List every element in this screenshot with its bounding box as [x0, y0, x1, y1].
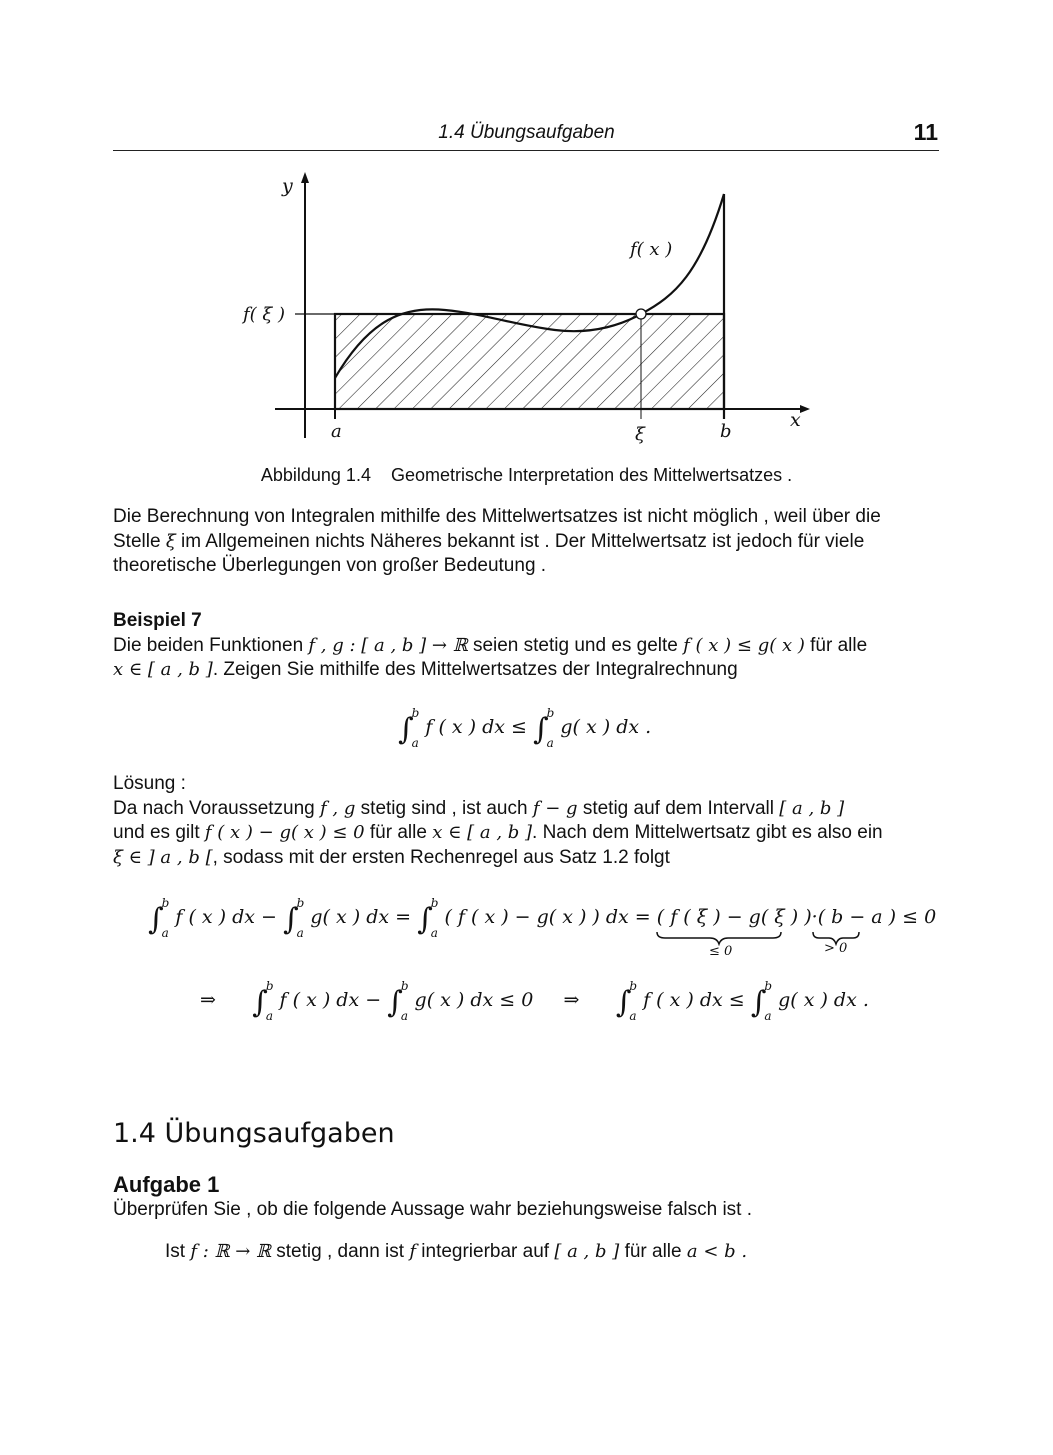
upper-limit: b — [546, 706, 555, 720]
curve-label: f( x ) — [630, 239, 673, 260]
intro-line-2 — [113, 530, 939, 555]
caption-text: Geometrische Interpretation des Mittelwertsatzes . — [390, 465, 793, 485]
page-number: 11 — [913, 119, 938, 145]
solution-line-2 — [113, 821, 939, 846]
underbrace-label-1: ≤ 0 — [709, 944, 733, 959]
lower-limit: a — [629, 1009, 637, 1023]
integral-sign: ∫ — [283, 902, 299, 937]
upper-limit: b — [296, 896, 305, 910]
equation-term: f ( x ) dx ≤ — [425, 716, 527, 738]
exercise-statement — [165, 1241, 747, 1263]
equation-term: ( f ( x ) − g( x ) ) dx = — [444, 906, 651, 928]
equation-term: f ( x ) dx − — [175, 906, 277, 928]
intro-text: Stelle — [113, 530, 161, 552]
upper-limit: b — [400, 979, 409, 993]
equation-term: f ( x ) dx ≤ — [643, 989, 745, 1011]
solution-line-1 — [113, 797, 939, 822]
example-text: . Zeigen Sie mithilfe des Mittelwertsatzes der Integralrechnung — [212, 659, 738, 680]
statement-math: a < b . — [686, 1241, 748, 1262]
example-math: f , g : [ a , b ] → ℝ — [308, 634, 468, 656]
hatched-area — [335, 314, 724, 409]
intro-text: im Allgemeinen nichts Näheres bekannt ist . Der Mittelwertsatz ist jedoch für viele — [181, 530, 865, 552]
statement-text: stetig , dann ist — [276, 1241, 405, 1262]
figure-caption — [0, 465, 1053, 486]
equation-term: f ( x ) dx − — [279, 989, 382, 1011]
example-text: seien stetig und es gelte — [472, 634, 678, 656]
tick-a-label: a — [331, 421, 342, 442]
caption-number: Abbildung 1.4 — [260, 465, 371, 485]
integral-limits — [162, 896, 170, 940]
solution-block — [113, 772, 939, 870]
equation-term: g( x ) dx . — [560, 716, 652, 738]
x-axis-label: x — [790, 409, 801, 431]
example-math: f ( x ) ≤ g( x ) — [683, 634, 805, 656]
solution-math: f , g — [320, 797, 356, 819]
lower-limit: a — [400, 1009, 408, 1023]
x-axis-arrow — [800, 405, 810, 413]
integral-limits — [764, 979, 772, 1023]
integral-limits — [266, 979, 274, 1023]
statement-text: für alle — [624, 1241, 682, 1262]
y-axis-arrow — [301, 172, 309, 183]
solution-math: ξ ∈ ] a , b [ — [113, 846, 213, 868]
example-math: x ∈ [ a , b ] — [113, 659, 213, 680]
equation-term: ( f ( ξ ) − g( ξ ) )·( b − a ) ≤ 0 — [656, 906, 937, 928]
solution-math: f ( x ) − g( x ) ≤ 0 — [204, 822, 365, 843]
upper-limit: b — [764, 979, 773, 993]
underbrace-1 — [657, 932, 781, 944]
integral-sign: ∫ — [533, 712, 549, 747]
solution-line-3 — [113, 846, 939, 871]
integral-limits — [547, 706, 555, 750]
integral-limits — [431, 896, 439, 940]
statement-math: [ a , b ] — [554, 1241, 620, 1262]
tick-b-label: b — [720, 421, 732, 442]
integral-sign: ∫ — [615, 985, 632, 1020]
statement-math: f — [409, 1241, 416, 1262]
integral-limits — [412, 706, 420, 750]
solution-text: stetig auf dem Intervall — [582, 797, 774, 819]
exercise-text: Überprüfen Sie , ob die folgende Aussage wahr beziehungsweise falsch ist . — [113, 1199, 753, 1220]
equation-term: g( x ) dx . — [778, 989, 869, 1011]
upper-limit: b — [161, 896, 170, 910]
example-text: für alle — [810, 634, 868, 656]
xi-point — [636, 309, 646, 319]
implies-arrow: ⇒ — [200, 989, 216, 1011]
example-text: Die beiden Funktionen — [113, 634, 304, 656]
level-label: f( ξ ) — [243, 304, 286, 325]
integral-sign: ∫ — [398, 712, 414, 747]
integral-sign: ∫ — [387, 985, 403, 1020]
upper-limit: b — [265, 979, 274, 993]
integral-limits — [629, 979, 637, 1023]
example-line-2 — [113, 658, 939, 683]
example-title: Beispiel 7 — [113, 610, 202, 631]
example-line-1 — [113, 634, 939, 659]
upper-limit: b — [430, 896, 439, 910]
exercise-title: Aufgabe 1 — [113, 1172, 220, 1197]
underbraces — [655, 930, 905, 946]
section-heading: 1.4 Übungsaufgaben — [113, 1118, 395, 1149]
header-rule — [113, 150, 939, 151]
statement-text: integrierbar auf — [421, 1241, 550, 1262]
intro-line-3: theoretische Überlegungen von großer Bedeutung . — [113, 555, 547, 576]
solution-math: [ a , b ] — [779, 797, 845, 819]
lower-limit: a — [265, 1009, 273, 1023]
solution-label: Lösung : — [113, 773, 186, 794]
solution-text: Da nach Voraussetzung — [113, 797, 315, 819]
integral-sign: ∫ — [750, 985, 767, 1020]
example-block — [113, 609, 939, 683]
underbrace-label-2: > 0 — [824, 941, 848, 956]
solution-math: x ∈ [ a , b ] — [432, 822, 533, 843]
solution-math: f − g — [532, 797, 578, 819]
lower-limit: a — [296, 926, 304, 940]
statement-math: f : ℝ → ℝ — [190, 1241, 271, 1262]
integral-sign: ∫ — [148, 902, 164, 937]
running-header: 1.4 Übungsaufgaben — [438, 122, 615, 143]
integral-sign: ∫ — [252, 985, 268, 1020]
tick-xi-label: ξ — [635, 424, 645, 445]
solution-text: und es gilt — [113, 822, 200, 843]
lower-limit: a — [161, 926, 169, 940]
mean-value-figure — [230, 168, 830, 453]
example-equation — [398, 706, 651, 750]
intro-line-1: Die Berechnung von Integralen mithilfe des Mittelwertsatzes ist nicht möglich , weil über die — [113, 506, 881, 527]
solution-equation-2 — [200, 979, 869, 1023]
y-axis-label: y — [282, 175, 293, 197]
integral-sign: ∫ — [417, 902, 433, 937]
integral-limits — [297, 896, 305, 940]
lower-limit: a — [430, 926, 438, 940]
lower-limit: a — [411, 736, 419, 750]
upper-limit: b — [411, 706, 420, 720]
equation-term: g( x ) dx ≤ 0 — [414, 989, 534, 1011]
equation-term: g( x ) dx = — [310, 906, 412, 928]
lower-limit: a — [546, 736, 554, 750]
intro-paragraph — [113, 505, 939, 579]
solution-text: , sodass mit der ersten Rechenregel aus Satz 1.2 folgt — [212, 846, 670, 868]
integral-limits — [401, 979, 409, 1023]
statement-text: Ist — [165, 1241, 186, 1262]
exercise-block — [113, 1172, 939, 1223]
upper-limit: b — [629, 979, 638, 993]
implies-arrow: ⇒ — [563, 989, 580, 1011]
solution-text: stetig sind , ist auch — [360, 797, 528, 819]
intro-math-xi: ξ — [165, 530, 176, 552]
lower-limit: a — [764, 1009, 772, 1023]
solution-text: . Nach dem Mittelwertsatz gibt es also ein — [532, 822, 883, 843]
solution-text: für alle — [369, 822, 427, 843]
